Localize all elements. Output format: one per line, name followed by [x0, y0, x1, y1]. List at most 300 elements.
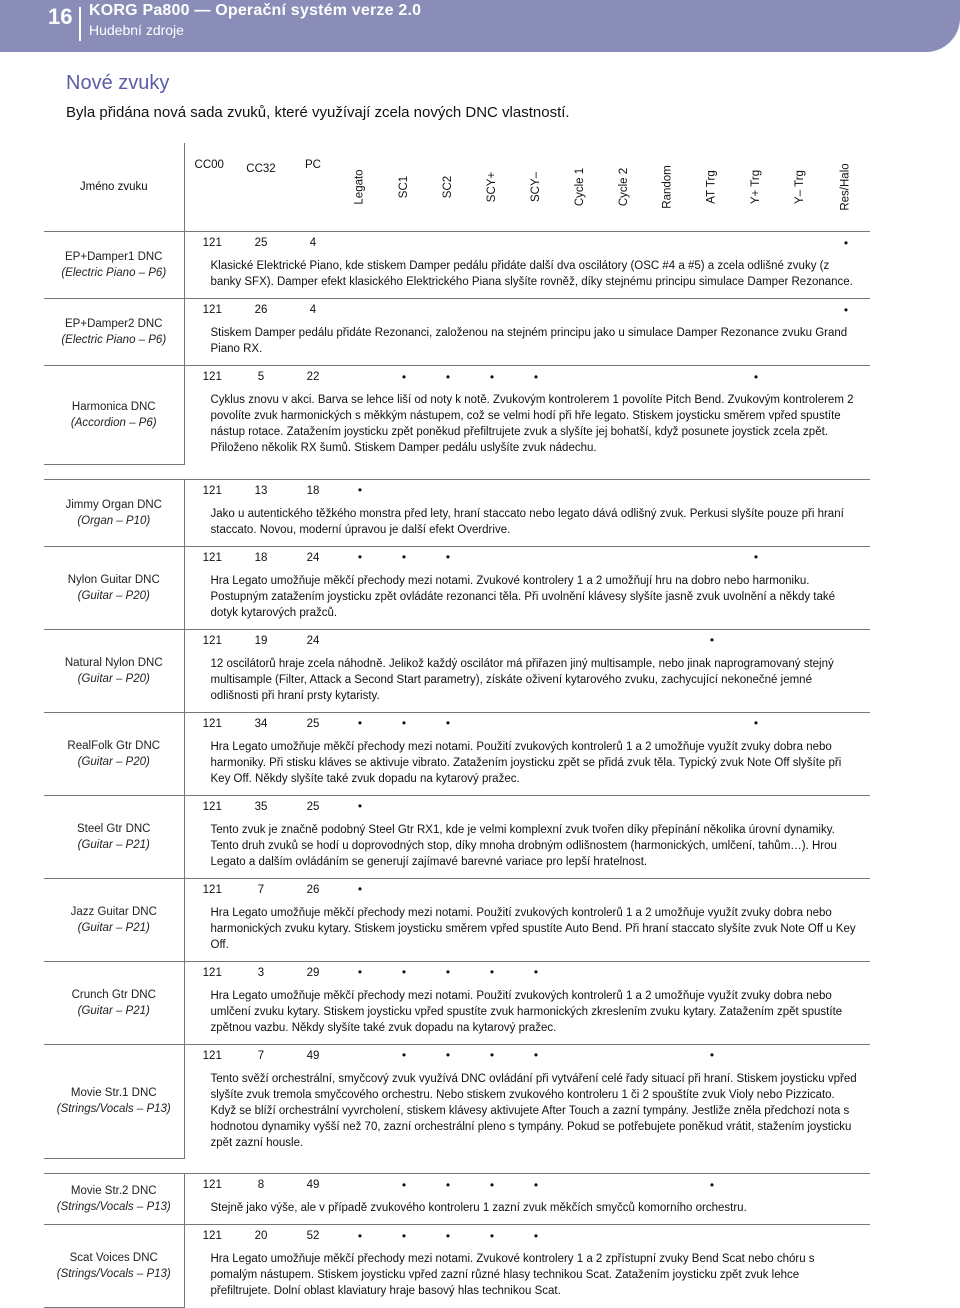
- table-row: [44, 546, 870, 569]
- value-cc00: 121: [184, 479, 234, 502]
- table-row: [44, 795, 870, 818]
- sound-name-cell: [44, 712, 184, 795]
- flag-cell: [602, 546, 646, 569]
- flag-cell: [558, 479, 602, 502]
- flag-cell: [646, 299, 690, 322]
- flag-cell: [602, 712, 646, 735]
- sound-description: Stiskem Damper pedálu přidáte Rezonanci, založenou na stejném principu jako u simulace Damper Rezonance zvuku Grand Piano RX.: [210, 327, 848, 355]
- table-row: [44, 961, 870, 984]
- flag-cell: [734, 1174, 778, 1197]
- sound-category: (Electric Piano – P6): [61, 334, 167, 346]
- table-row: [44, 479, 870, 502]
- flag-cell: [822, 878, 870, 901]
- flag-cell: [734, 961, 778, 984]
- flag-cell: [338, 546, 382, 569]
- flag-cell: [338, 1225, 382, 1248]
- sound-name: EP+Damper1 DNC: [65, 251, 163, 263]
- header-title: KORG Pa800 — Operační systém verze 2.0: [89, 2, 422, 19]
- flag-cell: [426, 712, 470, 735]
- flag-dot: •: [401, 550, 407, 564]
- flag-cell: [822, 366, 870, 389]
- sound-name: RealFolk Gtr DNC: [67, 739, 161, 752]
- flag-cell: [382, 878, 426, 901]
- flag-cell: [338, 366, 382, 389]
- value-cc32: 34: [234, 712, 288, 735]
- flag-cell: [734, 546, 778, 569]
- flag-cell: [822, 299, 870, 322]
- sound-category: (Organ – P10): [77, 514, 151, 527]
- flag-cell: [382, 961, 426, 984]
- flag-cell: [690, 232, 734, 255]
- flag-cell: [558, 961, 602, 984]
- flag-cell: [426, 1044, 470, 1067]
- value-pc: 25: [288, 712, 338, 735]
- flag-dot: •: [401, 716, 407, 730]
- flag-cell: [778, 1225, 822, 1248]
- col-header-cycle2: Cycle 2: [602, 143, 646, 232]
- flag-cell: [558, 232, 602, 255]
- sound-description: Jako u autentického těžkého monstra před lety, hraní staccato nebo legato dává odlišný zvuk. Perkusi slyšíte pouze při hraní staccato. Novou, moderní úpravou je další efekt Overdrive.: [210, 507, 844, 536]
- flag-cell: [822, 961, 870, 984]
- flag-cell: [734, 1225, 778, 1248]
- sound-name: EP+Damper2 DNC: [65, 318, 163, 330]
- flag-dot: •: [533, 1228, 539, 1243]
- flag-cell: [514, 629, 558, 652]
- sound-name-cell: [44, 1174, 184, 1225]
- value-pc: 4: [288, 299, 338, 322]
- sound-name: Movie Str.2 DNC: [70, 1185, 157, 1197]
- flag-cell: [514, 878, 558, 901]
- col-header-sc2: SC2: [426, 143, 470, 232]
- col-header-cycle1: Cycle 1: [558, 143, 602, 232]
- flag-cell: [382, 232, 426, 255]
- flag-cell: [778, 629, 822, 652]
- flag-dot: •: [843, 235, 849, 250]
- flag-dot: •: [401, 1048, 407, 1062]
- table-body: [44, 232, 870, 1308]
- flag-cell: [426, 795, 470, 818]
- flag-cell: [690, 795, 734, 818]
- flag-cell: [734, 629, 778, 652]
- table-row: [44, 1225, 870, 1248]
- group-gap: [44, 1159, 870, 1174]
- flag-dot: •: [401, 1228, 407, 1243]
- table-row: [44, 629, 870, 652]
- col-header-sc1: SC1: [382, 143, 426, 232]
- flag-cell: [338, 878, 382, 901]
- header-divider: [79, 7, 81, 41]
- flag-cell: [514, 1044, 558, 1067]
- sound-name-cell: [44, 878, 184, 961]
- flag-cell: [778, 712, 822, 735]
- flag-cell: [602, 366, 646, 389]
- flag-cell: [734, 1044, 778, 1067]
- flag-cell: [646, 1044, 690, 1067]
- value-cc32: 26: [234, 299, 288, 322]
- flag-cell: [690, 961, 734, 984]
- flag-cell: [426, 299, 470, 322]
- flag-cell: [382, 546, 426, 569]
- flag-cell: [338, 629, 382, 652]
- col-header-random: Random: [646, 143, 690, 232]
- flag-dot: •: [489, 1177, 495, 1192]
- col-header-at-trg: AT Trg: [690, 143, 734, 232]
- flag-cell: [822, 546, 870, 569]
- flag-cell: [382, 712, 426, 735]
- table-row: [44, 878, 870, 901]
- flag-dot: •: [445, 965, 451, 979]
- sound-description: 12 oscilátorů hraje zcela náhodně. Jelikož každý oscilátor má přiřazen jiný multisample, nebo jinak naprogramovaný stejný multisample (Filter, Attack a Second Start parametry), získáte oživení kytarového zvuku, zachycující nekonečné jemné odlišnosti při hraní prsty kytaristy.: [210, 657, 834, 702]
- flag-dot: •: [357, 882, 363, 896]
- flag-cell: [690, 299, 734, 322]
- flag-cell: [382, 479, 426, 502]
- sound-name: Steel Gtr DNC: [77, 822, 151, 835]
- flag-cell: [778, 232, 822, 255]
- flag-cell: [778, 546, 822, 569]
- flag-cell: [470, 712, 514, 735]
- flag-cell: [470, 546, 514, 569]
- sound-category: (Guitar – P20): [77, 672, 150, 685]
- sound-name: Crunch Gtr DNC: [71, 988, 156, 1001]
- sound-description: Tento svěží orchestrální, smyčcový zvuk využívá DNC ovládání při vytváření celé řady situací při hraní. Stiskem joysticku vpřed slyšíte zvuk tremola smyčcového orchestru. Nebo stiskem zvukového kontroleru 1 či 2 spouštíte zvuk Violy nebo Pizzicato. Když se blíží orchestrální vyvrcholení, stiskem klávesy aktivujete After Touch a zazní tympány. Jestliže zněla předchozí nota s hodnotou dynamiky vyšší než 70, zazní orchestrální pleno s tympány. Pokud se potřebujete poněkud vrátit, stažením joysticku zpět zazní housle.: [210, 1072, 857, 1149]
- flag-cell: [602, 961, 646, 984]
- flag-cell: [778, 1044, 822, 1067]
- sound-name-cell: [44, 366, 184, 465]
- table-row: [44, 366, 870, 389]
- flag-cell: [470, 232, 514, 255]
- header-subtitle: Hudební zdroje: [89, 22, 184, 38]
- flag-dot: •: [357, 1228, 363, 1243]
- flag-cell: [514, 232, 558, 255]
- page-header: [0, 0, 960, 52]
- sound-table: [44, 143, 870, 1308]
- value-pc: 24: [288, 629, 338, 652]
- col-header-cc00: CC00: [184, 143, 234, 232]
- value-cc32: 3: [234, 961, 288, 984]
- sound-name-cell: [44, 299, 184, 366]
- flag-dot: •: [445, 1048, 451, 1062]
- flag-dot: •: [445, 1177, 451, 1192]
- sound-category: (Guitar – P21): [77, 921, 150, 934]
- flag-cell: [382, 1174, 426, 1197]
- flag-cell: [690, 479, 734, 502]
- flag-dot: •: [533, 1048, 539, 1062]
- flag-dot: •: [843, 302, 849, 317]
- value-cc32: 7: [234, 878, 288, 901]
- flag-cell: [514, 366, 558, 389]
- flag-dot: •: [709, 1177, 715, 1192]
- value-cc00: 121: [184, 712, 234, 735]
- value-cc32: 13: [234, 479, 288, 502]
- flag-cell: [778, 479, 822, 502]
- flag-cell: [514, 479, 558, 502]
- flag-cell: [382, 629, 426, 652]
- flag-cell: [822, 629, 870, 652]
- flag-cell: [734, 878, 778, 901]
- value-pc: 4: [309, 237, 317, 249]
- flag-cell: [646, 1174, 690, 1197]
- flag-cell: [778, 961, 822, 984]
- sound-description: Stejně jako výše, ale v případě zvukového kontroleru 1 zazní zvuk měkčích smyčců komorního orchestru.: [210, 1202, 747, 1214]
- flag-cell: [602, 878, 646, 901]
- sound-category: (Strings/Vocals – P13): [56, 1103, 171, 1116]
- flag-cell: [690, 366, 734, 389]
- value-cc00: 121: [184, 1225, 234, 1248]
- flag-dot: •: [357, 716, 363, 730]
- flag-cell: [338, 299, 382, 322]
- value-cc32: 5: [234, 366, 288, 389]
- sound-name-cell: [44, 1044, 184, 1159]
- flag-dot: •: [489, 369, 495, 384]
- sound-category: (Guitar – P20): [77, 589, 150, 602]
- sound-name: Jimmy Organ DNC: [65, 498, 162, 511]
- col-header-scy-minus: SCY–: [514, 143, 558, 232]
- col-header-scy-plus: SCY+: [470, 143, 514, 232]
- col-header-yplus-trg: Y+ Trg: [734, 143, 778, 232]
- flag-cell: [470, 1174, 514, 1197]
- sound-description: Hra Legato umožňuje měkčí přechody mezi notami. Zvukové kontrolery 1 a 2 zpřístupní zvuky Bend Scat nebo chóru s pomalým nástupem. Stiskem joysticku vpřed zazní různé hlasy technikou Scat. Zatažením joysticku zpět zvuk lehce přefiltrujete. Dolní oblast klaviatury hraje basový hlas technikou Scat.: [210, 1253, 815, 1297]
- value-pc: 52: [288, 1225, 338, 1248]
- sound-name-cell: [44, 795, 184, 878]
- flag-dot: •: [445, 550, 451, 564]
- flag-cell: [602, 1174, 646, 1197]
- flag-cell: [382, 795, 426, 818]
- flag-cell: [646, 629, 690, 652]
- sound-description: Hra Legato umožňuje měkčí přechody mezi notami. Zvukové kontrolery 1 a 2 umožňují hru na dobro nebo harmoniku. Postupným zatažením joysticku zpět ovládáte rezonanci těla. Při uvolnění klávesy slyšíte jasně zvuk uvolnění a někdy také dotyk kytarových pražců.: [210, 574, 836, 619]
- flag-dot: •: [709, 1048, 715, 1062]
- flag-cell: [558, 366, 602, 389]
- flag-cell: [470, 366, 514, 389]
- flag-cell: [514, 1225, 558, 1248]
- flag-cell: [778, 366, 822, 389]
- flag-cell: [426, 479, 470, 502]
- flag-cell: [338, 795, 382, 818]
- flag-cell: [426, 1174, 470, 1197]
- value-pc: 18: [288, 479, 338, 502]
- flag-cell: [734, 479, 778, 502]
- flag-cell: [382, 1225, 426, 1248]
- flag-cell: [734, 712, 778, 735]
- value-cc00: 121: [184, 878, 234, 901]
- sound-name: Jazz Guitar DNC: [70, 905, 157, 918]
- sound-name: Movie Str.1 DNC: [70, 1087, 157, 1100]
- flag-cell: [822, 1044, 870, 1067]
- flag-cell: [558, 1174, 602, 1197]
- flag-cell: [426, 1225, 470, 1248]
- flag-cell: [470, 961, 514, 984]
- value-pc: 26: [288, 878, 338, 901]
- page-number: 16: [48, 4, 73, 29]
- sound-name: Scat Voices DNC: [69, 1251, 158, 1264]
- sound-name: Nylon Guitar DNC: [67, 573, 160, 586]
- flag-cell: [602, 795, 646, 818]
- flag-dot: •: [753, 369, 759, 384]
- flag-cell: [338, 232, 382, 255]
- flag-cell: [426, 629, 470, 652]
- sound-description: Klasické Elektrické Piano, kde stiskem Damper pedálu přidáte další dva oscilátory (OSC #4 a #5) a zcela odlišné zvuky (z banky SFX). Damper efekt klasického Elektrického Piana slyšíte rovněž, díky stejnému principu simulace Damper Rezonance.: [210, 260, 853, 288]
- flag-dot: •: [489, 965, 495, 979]
- flag-cell: [338, 1174, 382, 1197]
- sound-name-cell: [44, 546, 184, 629]
- flag-dot: •: [709, 633, 715, 647]
- value-cc00: 121: [184, 795, 234, 818]
- flag-cell: [822, 795, 870, 818]
- value-pc: 24: [288, 546, 338, 569]
- value-pc: 29: [288, 961, 338, 984]
- flag-cell: [338, 1044, 382, 1067]
- col-header-name: Jméno zvuku: [44, 143, 184, 232]
- flag-cell: [514, 795, 558, 818]
- flag-cell: [602, 629, 646, 652]
- table-row: [44, 712, 870, 735]
- col-header-res-halo: Res/Halo: [822, 143, 870, 232]
- value-cc32: 19: [234, 629, 288, 652]
- flag-cell: [778, 878, 822, 901]
- value-cc00: 121: [184, 299, 234, 322]
- flag-dot: •: [357, 799, 363, 813]
- value-pc: 25: [288, 795, 338, 818]
- flag-dot: •: [401, 1177, 407, 1192]
- sound-name-cell: [44, 232, 184, 299]
- flag-cell: [646, 1225, 690, 1248]
- flag-dot: •: [357, 483, 363, 497]
- sound-category: (Strings/Vocals – P13): [56, 1267, 171, 1280]
- flag-cell: [646, 546, 690, 569]
- flag-cell: [558, 1225, 602, 1248]
- value-cc00: 121: [184, 961, 234, 984]
- flag-cell: [646, 479, 690, 502]
- flag-cell: [822, 712, 870, 735]
- flag-cell: [646, 712, 690, 735]
- group-gap: [44, 464, 870, 479]
- sound-category: (Electric Piano – P6): [61, 267, 167, 279]
- flag-cell: [382, 1044, 426, 1067]
- flag-cell: [734, 232, 778, 255]
- flag-dot: •: [445, 716, 451, 730]
- value-cc32: 35: [234, 795, 288, 818]
- sound-name-cell: [44, 961, 184, 1044]
- value-pc: 22: [288, 366, 338, 389]
- sound-name: Harmonica DNC: [71, 400, 156, 413]
- flag-cell: [558, 795, 602, 818]
- sound-description: Tento zvuk je značně podobný Steel Gtr RX1, kde je velmi komplexní zvuk tvořen díky přepínání několika úrovní dynamiky. Tento druh zvuků se hodí u doprovodných stop, díky mnoha drobným odlišnostem (harmonických, umlčení, tahům…). Hrou Legato a dalším ovládáním se generují zajímavé barevné variace pro lepší hratelnost.: [210, 823, 837, 868]
- value-cc32: 18: [234, 546, 288, 569]
- flag-cell: [690, 712, 734, 735]
- flag-cell: [690, 878, 734, 901]
- flag-cell: [778, 795, 822, 818]
- table-row: [44, 299, 870, 322]
- flag-dot: •: [753, 716, 759, 730]
- flag-cell: [602, 232, 646, 255]
- flag-cell: [514, 299, 558, 322]
- sound-name-cell: [44, 479, 184, 546]
- value-cc32: 8: [234, 1174, 288, 1197]
- col-header-legato: Legato: [338, 143, 382, 232]
- value-cc32: 20: [234, 1225, 288, 1248]
- flag-cell: [426, 878, 470, 901]
- col-header-cc32: CC32: [234, 143, 288, 232]
- col-header-yminus-trg: Y– Trg: [778, 143, 822, 232]
- col-header-pc: PC: [288, 143, 338, 232]
- flag-dot: •: [357, 550, 363, 564]
- flag-cell: [602, 1225, 646, 1248]
- value-cc32: 7: [234, 1044, 288, 1067]
- flag-dot: •: [753, 550, 759, 564]
- flag-cell: [338, 712, 382, 735]
- flag-cell: [558, 712, 602, 735]
- flag-cell: [470, 795, 514, 818]
- value-cc00: 121: [184, 366, 234, 389]
- flag-cell: [558, 629, 602, 652]
- sound-description: Hra Legato umožňuje měkčí přechody mezi notami. Použití zvukových kontrolerů 1 a 2 umožňuje využít zvuky dobra nebo harmoniky. Při stisku kláves se aktivuje vibrato. Zatažením joysticku zpět se přidá zvuk těla. Typický zvuk Note Off slyšíte při Key Off. Někdy slyšíte také zvuk dopadu na kytarový pražec.: [210, 740, 842, 785]
- section-intro: Byla přidána nová sada zvuků, které využívají zcela nových DNC vlastností.: [66, 104, 570, 121]
- flag-cell: [822, 232, 870, 255]
- flag-dot: •: [533, 965, 539, 979]
- sound-description: Cyklus znovu v akci. Barva se lehce liší od noty k notě. Zvukovým kontrolerem 1 povolíte Pitch Bend. Zvukovým kontrolerem 2 povolíte zvuk harmonických s měkkým nástupem, což se velmi hodí při hře legato. Stiskem joysticku směrem vpřed spustíte nástup rotace. Zatažením joysticku zpět poněkud přefiltrujete zvuk a slyšíte jej bohatší, když posunete joystick zcela zpět. Přiloženo několik RX šumů. Stiskem Damper pedálu uslyšíte zvuk nádechu.: [210, 394, 854, 454]
- value-cc00: 121: [184, 1174, 234, 1197]
- flag-cell: [690, 1225, 734, 1248]
- flag-cell: [338, 479, 382, 502]
- flag-cell: [646, 878, 690, 901]
- flag-cell: [470, 479, 514, 502]
- flag-cell: [646, 366, 690, 389]
- flag-cell: [338, 961, 382, 984]
- flag-cell: [690, 1174, 734, 1197]
- flag-cell: [382, 299, 426, 322]
- value-pc: 49: [288, 1174, 338, 1197]
- flag-cell: [646, 795, 690, 818]
- flag-dot: •: [489, 1048, 495, 1062]
- flag-cell: [426, 232, 470, 255]
- sound-name-cell: [44, 1225, 184, 1308]
- sound-category: (Strings/Vocals – P13): [56, 1201, 171, 1213]
- sound-description: Hra Legato umožňuje měkčí přechody mezi notami. Použití zvukových kontrolerů 1 a 2 umožňuje využít zvuky dobra nebo harmonických zvuku kytary. Stiskem joysticku směrem vpřed spustíte Auto Bend. Při hraní staccato slyšíte zvuk Note Off u Key Off.: [210, 906, 856, 951]
- flag-dot: •: [489, 1228, 495, 1243]
- flag-cell: [690, 1044, 734, 1067]
- flag-cell: [558, 546, 602, 569]
- flag-dot: •: [401, 965, 407, 979]
- flag-cell: [602, 299, 646, 322]
- sound-category: (Guitar – P21): [77, 838, 150, 851]
- flag-cell: [602, 1044, 646, 1067]
- table-row: [44, 1174, 870, 1197]
- flag-cell: [470, 1044, 514, 1067]
- flag-cell: [778, 299, 822, 322]
- value-pc: 49: [288, 1044, 338, 1067]
- flag-cell: [470, 299, 514, 322]
- sound-category: (Accordion – P6): [70, 416, 157, 429]
- table-row: [44, 232, 870, 255]
- flag-cell: [690, 546, 734, 569]
- flag-cell: [514, 1174, 558, 1197]
- flag-cell: [514, 546, 558, 569]
- flag-cell: [426, 546, 470, 569]
- flag-cell: [822, 479, 870, 502]
- flag-cell: [470, 629, 514, 652]
- section-title: Nové zvuky: [66, 72, 170, 94]
- flag-cell: [690, 629, 734, 652]
- value-cc32: 25: [254, 237, 268, 249]
- flag-dot: •: [533, 1177, 539, 1192]
- flag-dot: •: [445, 369, 451, 384]
- flag-cell: [558, 878, 602, 901]
- sound-category: (Guitar – P21): [77, 1004, 150, 1017]
- flag-cell: [778, 1174, 822, 1197]
- flag-cell: [646, 232, 690, 255]
- value-cc00: 121: [184, 546, 234, 569]
- sound-category: (Guitar – P20): [77, 755, 150, 768]
- sound-description: Hra Legato umožňuje měkčí přechody mezi notami. Použití zvukových kontrolerů 1 a 2 umožňuje využít zvuky dobra nebo umlčení zvuku kytary. Stiskem joysticku vpřed spustíte zvuk harmonických zkreslením zvuku kytary. Zatažením zpět spustíte zpětnou vazbu. Někdy slyšíte také zvuk dopadu na kytarový pražec.: [210, 989, 843, 1034]
